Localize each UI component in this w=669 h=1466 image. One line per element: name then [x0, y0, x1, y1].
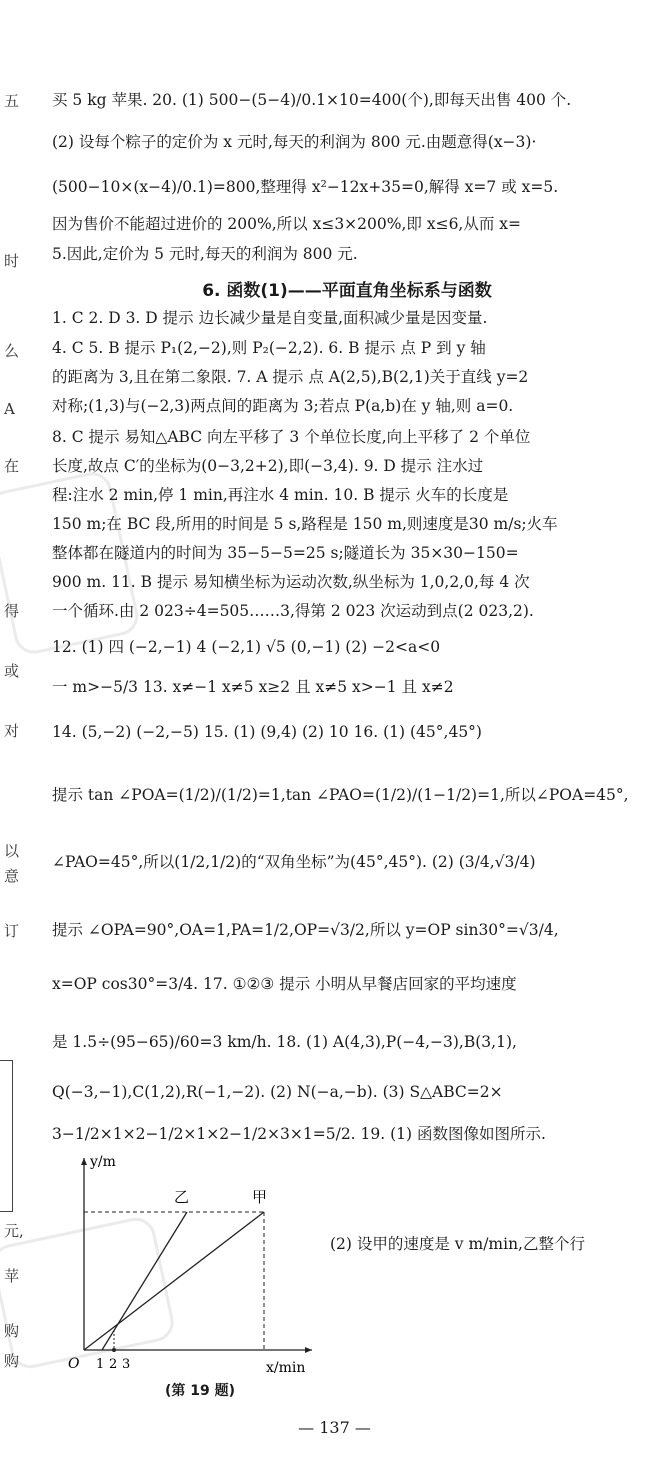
text-line: 4. C 5. B 提示 P₁(2,−2),则 P₂(−2,2). 6. B 提示 点 P 到 y 轴: [52, 339, 486, 357]
edge-fragment: 得: [4, 602, 20, 620]
tick-label: 3: [122, 1357, 131, 1372]
text-line: 程:注水 2 min,停 1 min,再注水 4 min. 10. B 提示 火车的长度是: [52, 486, 509, 504]
page-number: — 137 —: [298, 1418, 371, 1437]
edge-fragment: 或: [4, 662, 20, 680]
edge-fragment: 时: [4, 252, 20, 270]
text-line: Q(−3,−1),C(1,2),R(−1,−2). (2) N(−a,−b). (3) S△ABC=2×: [52, 1083, 503, 1101]
text-line: 一 m>−5/3 13. x≠−1 x≠5 x≥2 且 x≠5 x>−1 且 x≠2: [52, 678, 454, 696]
edge-fragment: 订: [4, 922, 20, 940]
text-line: (2) 设每个粽子的定价为 x 元时,每天的利润为 800 元.由题意得(x−3)·: [52, 133, 537, 151]
text-line: (500−10×(x−4)/0.1)=800,整理得 x²−12x+35=0,解得 x=7 或 x=5.: [52, 178, 559, 196]
left-edge-fragments: [0, 60, 48, 1400]
edge-fragment: 购: [4, 1352, 20, 1370]
x-axis-arrow: [305, 1347, 312, 1353]
text-line: x=OP cos30°=3/4. 17. ①②③ 提示 小明从早餐店回家的平均速度: [52, 975, 517, 993]
edge-fragment: 意: [4, 867, 20, 885]
tick-label: 1: [96, 1357, 105, 1372]
edge-box: [0, 1060, 13, 1212]
edge-fragment: 苹: [4, 1267, 20, 1285]
y-axis-arrow: [81, 1158, 87, 1165]
text-line: ∠PAO=45°,所以(1/2,1/2)的“双角坐标”为(45°,45°). (2) (3/4,√3/4): [52, 853, 536, 871]
edge-fragment: 么: [4, 342, 20, 360]
text-line: 5.因此,定价为 5 元时,每天的利润为 800 元.: [52, 245, 358, 263]
edge-fragment: A: [4, 400, 15, 418]
text-line: 12. (1) 四 (−2,−1) 4 (−2,1) √5 (0,−1) (2) −2<a<0: [52, 638, 441, 656]
line-label-yi: 乙: [174, 1188, 190, 1206]
text-line: 提示 ∠OPA=90°,OA=1,PA=1/2,OP=√3/2,所以 y=OP sin30°=√3/4,: [52, 921, 559, 939]
text-line: 3−1/2×1×2−1/2×1×2−1/2×3×1=5/2. 19. (1) 函数图像如图所示.: [52, 1125, 546, 1143]
text-line: 整体都在隧道内的时间为 35−5−5=25 s;隧道长为 35×30−150=: [52, 544, 519, 562]
edge-fragment: 以: [4, 842, 20, 860]
figure-caption: (第 19 题): [165, 1383, 236, 1399]
text-line: 14. (5,−2) (−2,−5) 15. (1) (9,4) (2) 10 16. (1) (45°,45°): [52, 723, 482, 741]
text-line: 因为售价不能超过进价的 200%,所以 x≤3×200%,即 x≤6,从而 x=: [52, 215, 522, 233]
side-note: (2) 设甲的速度是 v m/min,乙整个行: [330, 1235, 585, 1253]
text-line: 8. C 提示 易知△ABC 向左平移了 3 个单位长度,向上平移了 2 个单位: [52, 428, 531, 446]
line-label-jia: 甲: [252, 1188, 268, 1206]
edge-fragment: 购: [4, 1322, 20, 1340]
tick-label: 2: [109, 1357, 118, 1372]
x-axis-label: x/min: [266, 1360, 306, 1376]
text-line: 一个循环.由 2 023÷4=505……3,得第 2 023 次运动到点(2 023,2).: [52, 602, 534, 620]
text-line: 长度,故点 C′的坐标为(0−3,2+2),即(−3,4). 9. D 提示 注水过: [52, 457, 484, 475]
text-line: 1. C 2. D 3. D 提示 边长减少量是自变量,面积减少量是因变量.: [52, 309, 488, 327]
text-line: 150 m;在 BC 段,所用的时间是 5 s,路程是 150 m,则速度是30 m/s;火车: [52, 515, 558, 533]
edge-fragment: 元,: [4, 1222, 24, 1240]
text-line: 买 5 kg 苹果. 20. (1) 500−(5−4)/0.1×10=400(个),即每天出售 400 个.: [52, 91, 572, 109]
text-line: 900 m. 11. B 提示 易知横坐标为运动次数,纵坐标为 1,0,2,0,每 4 次: [52, 573, 530, 591]
origin-label: O: [68, 1356, 80, 1372]
edge-fragment: 对: [4, 722, 20, 740]
function-graph: [62, 1150, 322, 1380]
y-axis-label: y/m: [90, 1154, 116, 1170]
text-line: 的距离为 3,且在第二象限. 7. A 提示 点 A(2,5),B(2,1)关于直线 y=2: [52, 368, 529, 386]
text-line: 对称;(1,3)与(−2,3)两点间的距离为 3;若点 P(a,b)在 y 轴,则 a=0.: [52, 397, 514, 415]
text-line: 提示 tan ∠POA=(1/2)/(1/2)=1,tan ∠PAO=(1/2)/(1−1/2)=1,所以∠POA=45°,: [52, 786, 629, 804]
tick-dot: [112, 1348, 116, 1352]
text-line: 是 1.5÷(95−65)/60=3 km/h. 18. (1) A(4,3),P(−4,−3),B(3,1),: [52, 1033, 517, 1051]
edge-fragment: 五: [4, 92, 20, 110]
section-title: 6. 函数(1)——平面直角坐标系与函数: [202, 281, 492, 301]
edge-fragment: 在: [4, 457, 20, 475]
